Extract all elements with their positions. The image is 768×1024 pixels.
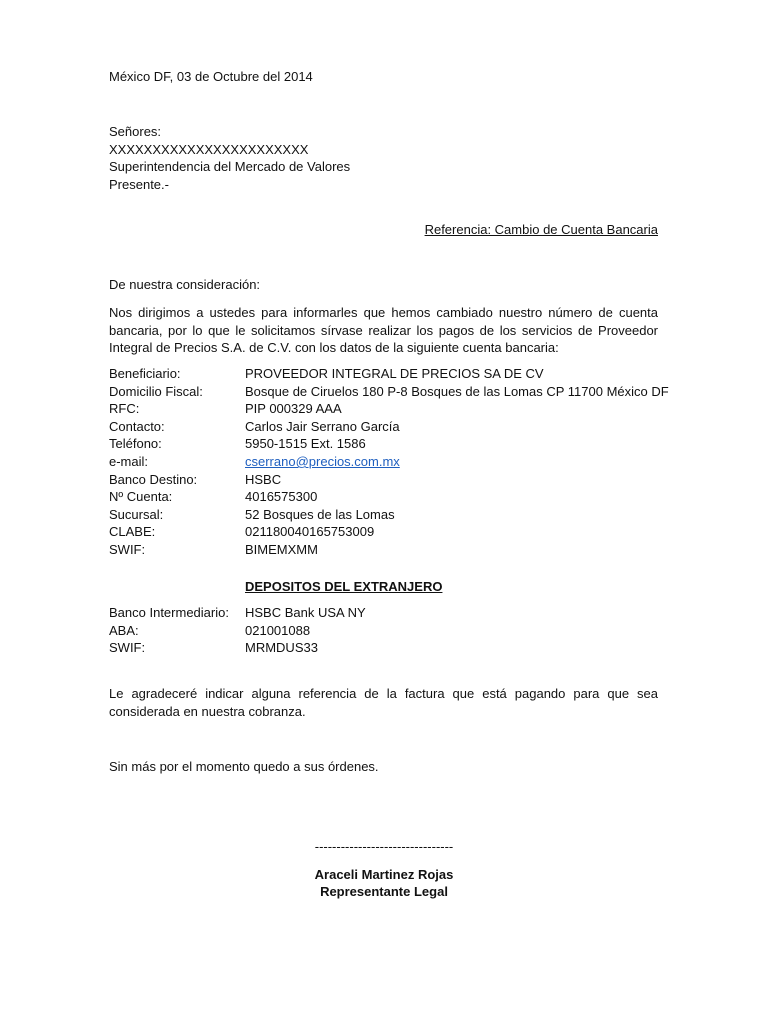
signature-block: [274, 838, 494, 901]
signer-title: Representante Legal: [320, 884, 448, 900]
foreign-deposits-heading: DEPOSITOS DEL EXTRANJERO: [245, 579, 443, 594]
addressee-name: XXXXXXXXXXXXXXXXXXXXXXX: [109, 141, 309, 157]
detail-row-contacto: [109, 418, 658, 436]
detail-value: PROVEEDOR INTEGRAL DE PRECIOS SA DE CV: [245, 366, 544, 381]
closing-line: Sin más por el momento quedo a sus órdenes.: [109, 759, 379, 774]
detail-label: ABA:: [109, 622, 139, 638]
detail-label: SWIF:: [109, 640, 146, 656]
detail-value: Bosque de Ciruelos 180 P-8 Bosques de las Lomas CP 11700 México DF: [245, 383, 669, 399]
addressee-block: [109, 123, 658, 193]
detail-value: 52 Bosques de las Lomas: [245, 506, 395, 522]
detail-label: SWIF:: [109, 541, 146, 557]
detail-label: e-mail:: [109, 453, 149, 469]
detail-value: 5950-1515 Ext. 1586: [245, 436, 366, 452]
detail-label: Domicilio Fiscal:: [109, 383, 203, 399]
detail-row-rfc: [109, 400, 658, 418]
account-details: [109, 365, 669, 559]
detail-row-telefono: [109, 435, 658, 453]
foreign-row-aba: [109, 622, 658, 640]
detail-value: 4016575300: [245, 489, 318, 505]
detail-row-sucursal: [109, 506, 658, 524]
greeting: De nuestra consideración:: [109, 277, 261, 292]
detail-label: RFC:: [109, 401, 140, 417]
detail-row-domicilio: [109, 383, 669, 401]
foreign-details: [109, 604, 658, 657]
email-link[interactable]: cserrano@precios.com.mx: [245, 453, 400, 469]
detail-value: BIMEMXMM: [245, 541, 318, 557]
intro-paragraph: Nos dirigimos a ustedes para informarles que hemos cambiado nuestro número de cuenta bancaria, por lo que le solicitamos sírvase realizar los pagos de los servicios de Proveedor Integral de Precios S.A. de C.V. con los datos de la siguiente cuenta bancaria:: [109, 305, 658, 356]
detail-row-swif: [109, 541, 658, 559]
signature-line: --------------------------------: [314, 839, 454, 854]
addressee-presente: Presente.-: [109, 176, 169, 192]
detail-label: Nº Cuenta:: [109, 489, 173, 505]
detail-value: Carlos Jair Serrano García: [245, 418, 400, 434]
detail-row-clabe: [109, 523, 658, 541]
detail-row-banco: [109, 471, 658, 489]
detail-row-email: [109, 453, 658, 471]
detail-label: Teléfono:: [109, 436, 162, 452]
foreign-row-intermediario: [109, 604, 658, 622]
detail-label: Sucursal:: [109, 506, 164, 522]
signer-name: Araceli Martinez Rojas: [314, 866, 454, 882]
detail-value: PIP 000329 AAA: [245, 401, 342, 417]
detail-label: Banco Destino:: [109, 471, 198, 487]
detail-label: Beneficiario:: [109, 366, 181, 381]
detail-value: 021001088: [245, 622, 311, 638]
detail-value: HSBC: [245, 471, 282, 487]
salutation: Señores:: [109, 124, 162, 139]
detail-value: MRMDUS33: [245, 640, 318, 656]
request-paragraph: Le agradeceré indicar alguna referencia de la factura que está pagando para que sea considerada en nuestra cobranza.: [109, 686, 658, 719]
detail-row-beneficiario: [109, 365, 658, 383]
detail-label: Contacto:: [109, 418, 165, 434]
detail-label: Banco Intermediario:: [109, 605, 229, 620]
detail-label: CLABE:: [109, 524, 156, 540]
reference-line: Referencia: Cambio de Cuenta Bancaria: [424, 222, 658, 237]
addressee-institution: Superintendencia del Mercado de Valores: [109, 159, 351, 175]
foreign-row-swif: [109, 639, 658, 657]
detail-row-cuenta: [109, 488, 658, 506]
detail-value: HSBC Bank USA NY: [245, 605, 366, 620]
date-line: México DF, 03 de Octubre del 2014: [109, 69, 313, 84]
detail-value: 021180040165753009: [245, 524, 375, 540]
